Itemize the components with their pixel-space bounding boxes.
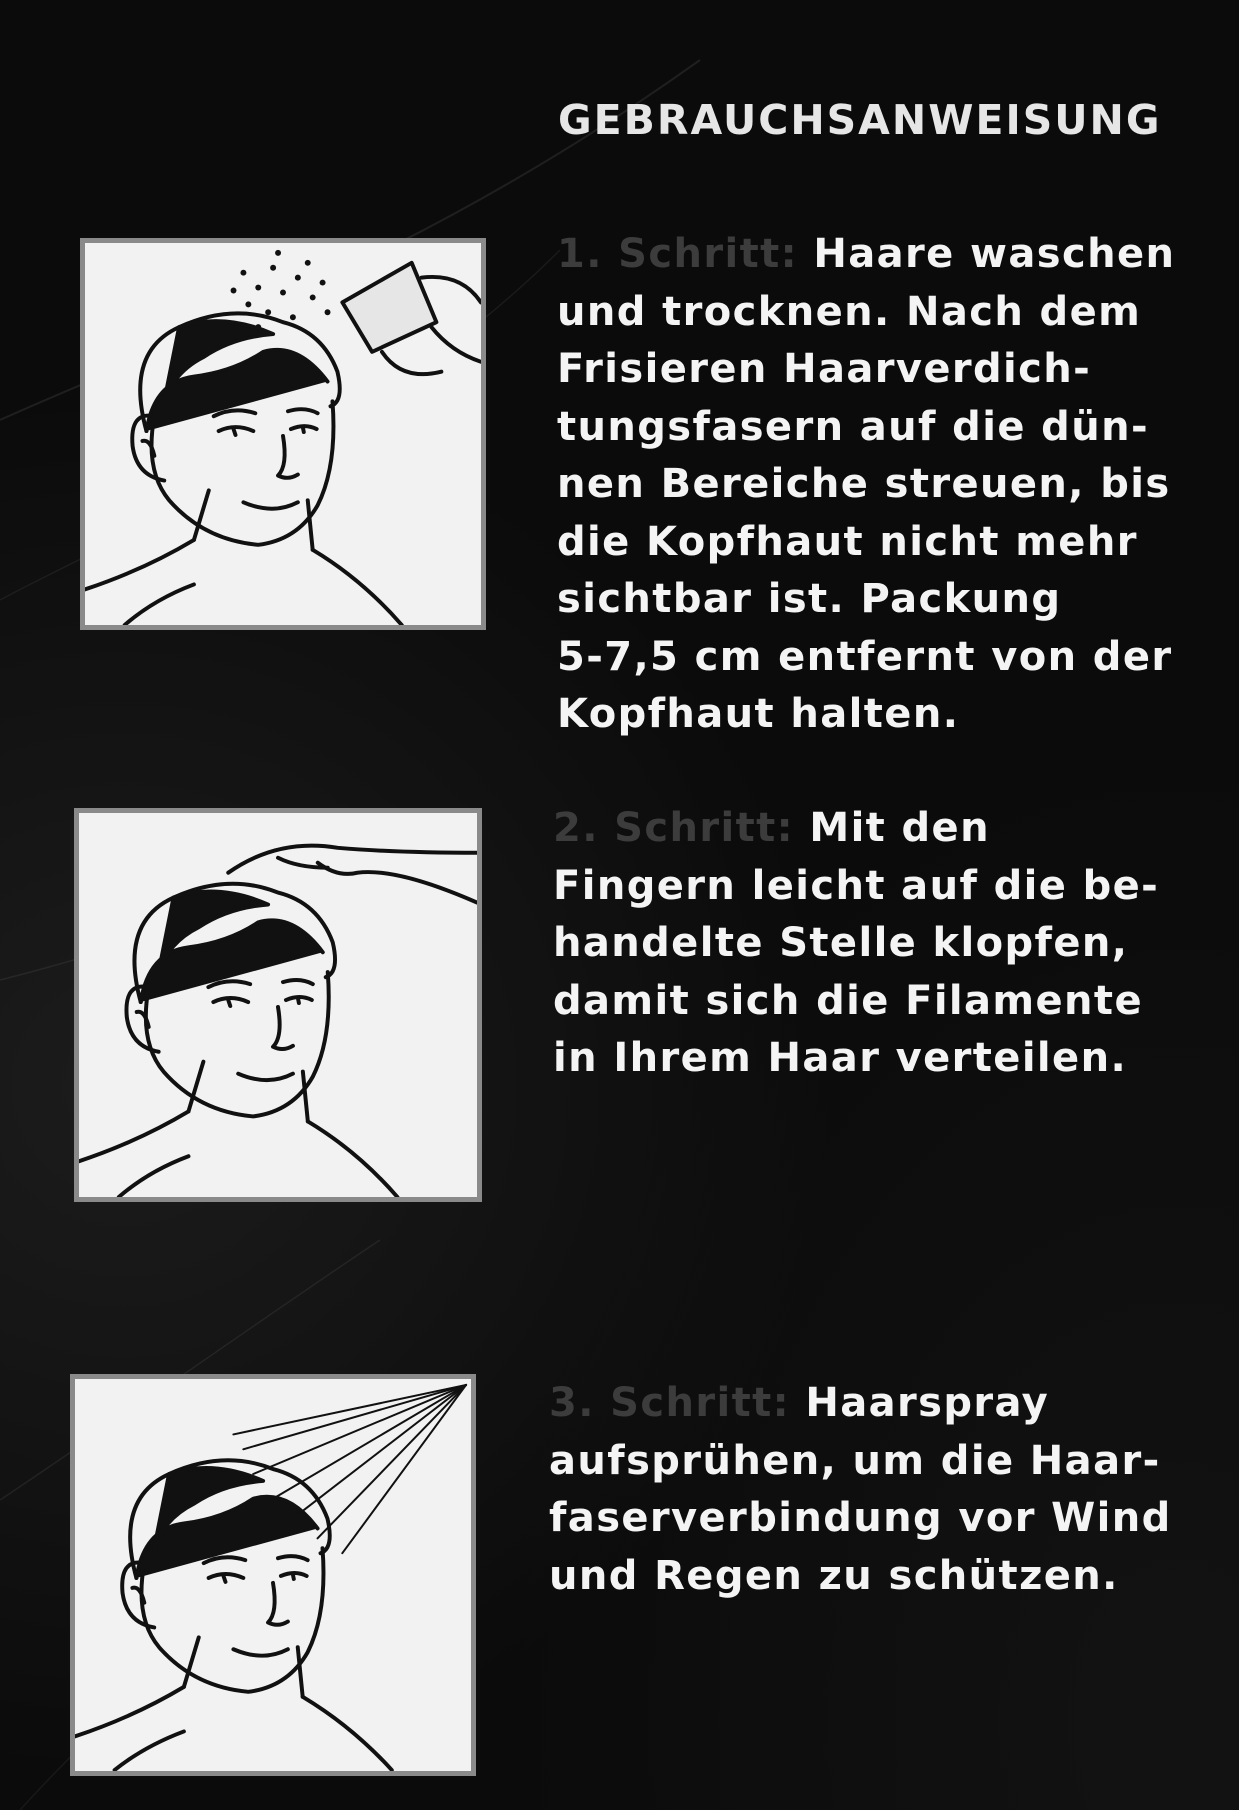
- step-1-line-3: Frisieren Haarverdich-: [557, 346, 1092, 392]
- step-3-line-2: aufsprühen, um die Haar-: [549, 1437, 1161, 1484]
- page-title: GEBRAUCHSANWEISUNG: [558, 96, 1162, 144]
- step-3-line-3: faserverbindung vor Wind: [549, 1495, 1172, 1541]
- illustration-panel-2: [74, 808, 482, 1202]
- man-sprinkling-fibers-icon: [85, 243, 481, 625]
- step-3-text: [549, 1375, 1172, 1605]
- step-2-line-1: 2. Schritt: Mit den: [553, 805, 990, 851]
- step-1-line-7: sichtbar ist. Packung: [557, 576, 1062, 622]
- step-2-line-5: in Ihrem Haar verteilen.: [553, 1035, 1128, 1081]
- man-hairspray-icon: [75, 1379, 471, 1771]
- step-1-line-9: Kopfhaut halten.: [557, 691, 960, 737]
- illustration-panel-3: [70, 1374, 476, 1776]
- step-2-line-4: damit sich die Filamente: [553, 977, 1143, 1024]
- step-1-line-2: und trocknen. Nach dem: [557, 288, 1142, 335]
- step-1-line-4: tungsfasern auf die dün-: [557, 403, 1149, 450]
- step-2-text: [553, 800, 1173, 1088]
- step-1-line-1: 1. Schritt: Haare waschen: [557, 231, 1176, 277]
- step-2-line-3: handelte Stelle klopfen,: [553, 920, 1129, 966]
- step-2-line-2: Fingern leicht auf die be-: [553, 862, 1160, 909]
- step-1-line-5: nen Bereiche streuen, bis: [557, 461, 1171, 507]
- step-3-line-1: 3. Schritt: Haarspray: [549, 1380, 1050, 1426]
- step-2-label: 2. Schritt:: [553, 805, 795, 851]
- step-1-line-8: 5-7,5 cm entfernt von der: [557, 633, 1173, 680]
- step-1-line-6: die Kopfhaut nicht mehr: [557, 518, 1138, 565]
- step-1-label: 1. Schritt:: [557, 231, 799, 277]
- man-patting-hair-icon: [79, 813, 477, 1197]
- step-3-line-4: und Regen zu schützen.: [549, 1552, 1119, 1599]
- illustration-panel-1: [80, 238, 486, 630]
- step-1-text: [557, 226, 1177, 744]
- step-3-label: 3. Schritt:: [549, 1380, 791, 1426]
